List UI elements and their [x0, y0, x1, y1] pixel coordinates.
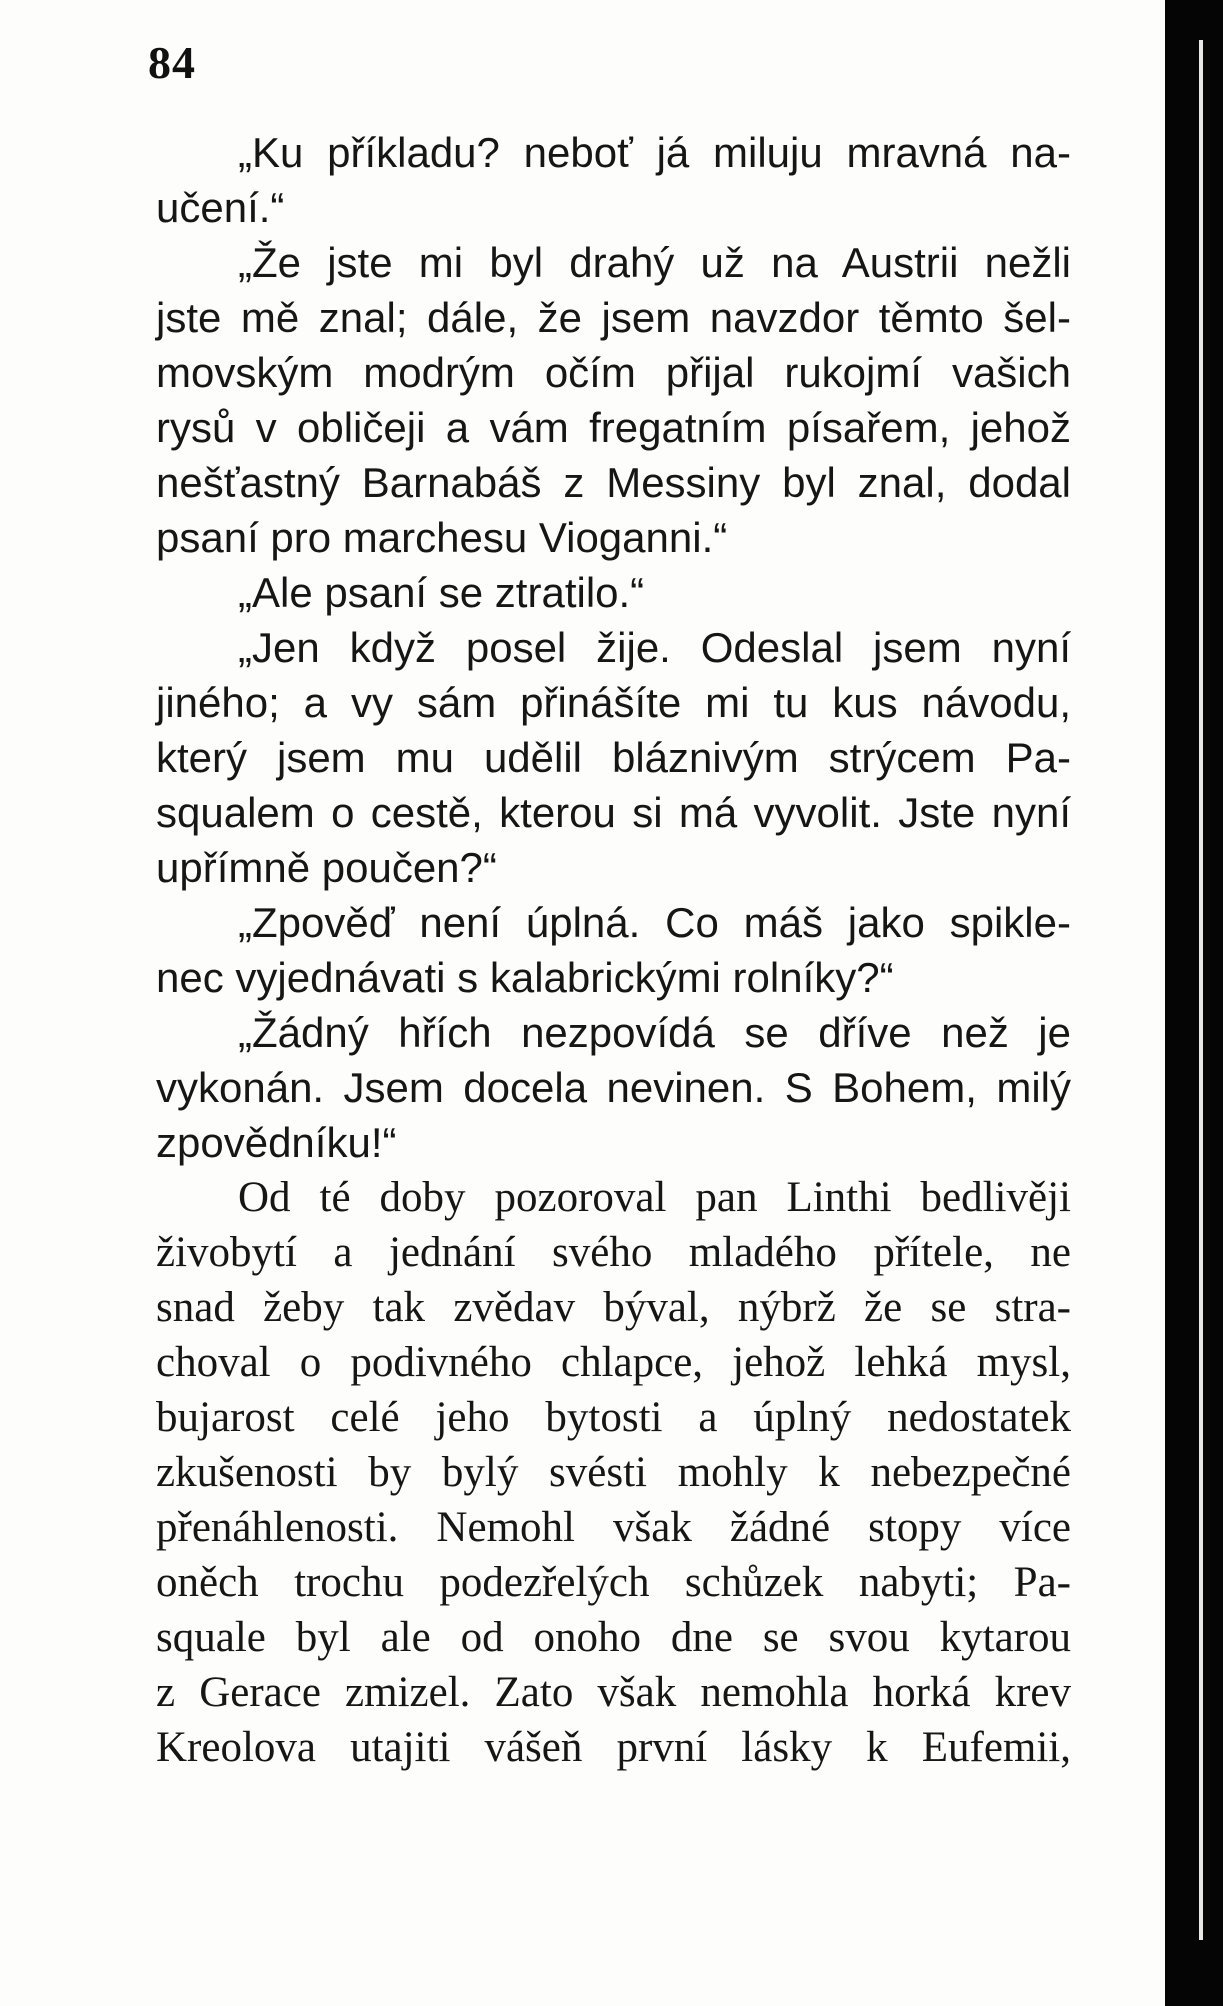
- text-line: snad žeby tak zvědav býval, nýbrž že se stra-: [156, 1284, 1071, 1331]
- text-line: „Žádný hřích nezpovídá se dříve než je: [238, 1009, 1071, 1056]
- text-line: přenáhlenosti. Nemohl však žádné stopy více: [156, 1504, 1071, 1551]
- text-line: movským modrým očím přijal rukojmí vašich: [156, 349, 1071, 396]
- text-line: jste mě znal; dále, že jsem navzdor těmto šel-: [156, 294, 1071, 341]
- body-text: [156, 125, 1071, 1775]
- text-line: jiného; a vy sám přinášíte mi tu kus návodu,: [156, 679, 1071, 726]
- text-line: „Zpověď není úplná. Co máš jako spikle-: [238, 899, 1071, 946]
- text-line: oněch trochu podezřelých schůzek nabyti; Pa-: [156, 1559, 1071, 1606]
- text-line: vykonán. Jsem docela nevinen. S Bohem, milý: [156, 1064, 1071, 1111]
- text-line: rysů v obličeji a vám fregatním písařem, jehož: [156, 404, 1071, 451]
- text-line: squalem o cestě, kterou si má vyvolit. Jste nyní: [156, 789, 1071, 836]
- text-line: „Ku příkladu? neboť já miluju mravná na-: [238, 129, 1071, 176]
- text-line: učení.“: [156, 184, 285, 231]
- text-line: Od té doby pozoroval pan Linthi bedlivěji: [238, 1174, 1071, 1221]
- text-line: bujarost celé jeho bytosti a úplný nedostatek: [156, 1394, 1071, 1441]
- text-line: „Že jste mi byl drahý už na Austrii nežli: [238, 239, 1071, 286]
- text-line: squale byl ale od onoho dne se svou kytarou: [156, 1614, 1071, 1661]
- text-line: choval o podivného chlapce, jehož lehká mysl,: [156, 1339, 1071, 1386]
- text-line: Kreolova utajiti vášeň první lásky k Eufemii,: [156, 1724, 1071, 1771]
- page-edge-shadow: [1165, 0, 1223, 2006]
- text-line: „Ale psaní se ztratilo.“: [238, 569, 645, 616]
- page-edge-line: [1199, 40, 1203, 1940]
- page-number: 84: [148, 37, 196, 88]
- text-line: který jsem mu udělil bláznivým strýcem Pa-: [156, 734, 1071, 781]
- text-line: z Gerace zmizel. Zato však nemohla horká krev: [156, 1669, 1071, 1716]
- text-line: psaní pro marchesu Vioganni.“: [156, 514, 728, 561]
- text-line: nešťastný Barnabáš z Messiny byl znal, dodal: [156, 459, 1071, 506]
- text-line: zkušenosti by bylý svésti mohly k nebezpečné: [156, 1449, 1071, 1496]
- text-line: upřímně poučen?“: [156, 844, 497, 891]
- text-line: živobytí a jednání svého mladého přítele, ne: [156, 1229, 1071, 1276]
- text-line: nec vyjednávati s kalabrickými rolníky?“: [156, 954, 894, 1001]
- text-line: „Jen když posel žije. Odeslal jsem nyní: [238, 624, 1071, 671]
- text-line: zpovědníku!“: [156, 1119, 397, 1166]
